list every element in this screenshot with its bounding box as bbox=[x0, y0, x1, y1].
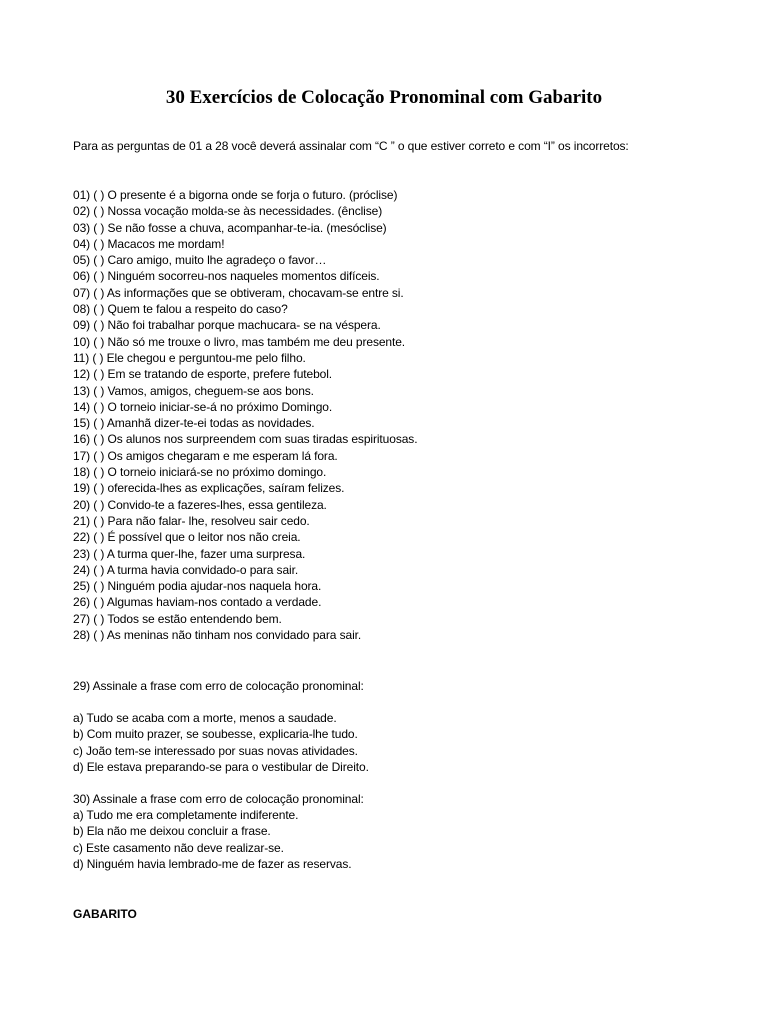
list-item: 11) ( ) Ele chegou e perguntou-me pelo filho. bbox=[73, 350, 306, 365]
list-item: 15) ( ) Amanhã dizer-te-ei todas as novidades. bbox=[73, 416, 315, 431]
list-item: 24) ( ) A turma havia convidado-o para sair. bbox=[73, 562, 299, 577]
list-item: a) Tudo me era completamente indiferente. bbox=[73, 808, 299, 822]
question-29: 29) Assinale a frase com erro de colocação pronominal: bbox=[73, 679, 364, 693]
list-item: 10) ( ) Não só me trouxe o livro, mas também me deu presente. bbox=[73, 334, 406, 349]
list-item: 14) ( ) O torneio iniciar-se-á no próximo Domingo. bbox=[73, 399, 333, 414]
list-item: d) Ninguém havia lembrado-me de fazer as reservas. bbox=[73, 856, 352, 871]
list-item: 02) ( ) Nossa vocação molda-se às necessidades. (ênclise) bbox=[73, 204, 383, 219]
list-item: 01) ( ) O presente é a bigorna onde se forja o futuro. (próclise) bbox=[73, 188, 398, 202]
list-item: 03) ( ) Se não fosse a chuva, acompanhar-te-ia. (mesóclise) bbox=[73, 220, 387, 235]
list-item: 12) ( ) Em se tratando de esporte, prefere futebol. bbox=[73, 367, 333, 382]
exercise-list bbox=[73, 187, 713, 643]
list-item: 26) ( ) Algumas haviam-nos contado a verdade. bbox=[73, 595, 322, 610]
list-item: 19) ( ) oferecida-lhes as explicações, saíram felizes. bbox=[73, 481, 345, 496]
list-item: d) Ele estava preparando-se para o vestibular de Direito. bbox=[73, 759, 369, 774]
list-item: 13) ( ) Vamos, amigos, cheguem-se aos bons. bbox=[73, 383, 314, 398]
list-item: c) João tem-se interessado por suas novas atividades. bbox=[73, 743, 358, 758]
list-item: 23) ( ) A turma quer-lhe, fazer uma surpresa. bbox=[73, 546, 306, 561]
list-item: 27) ( ) Todos se estão entendendo bem. bbox=[73, 611, 282, 626]
list-item: b) Ela não me deixou concluir a frase. bbox=[73, 824, 271, 839]
list-item: 16) ( ) Os alunos nos surpreendem com suas tiradas espirituosas. bbox=[73, 432, 418, 447]
question-29-options bbox=[73, 710, 713, 775]
list-item: 22) ( ) É possível que o leitor nos não creia. bbox=[73, 530, 301, 545]
list-item: 17) ( ) Os amigos chegaram e me esperam lá fora. bbox=[73, 448, 338, 463]
instructions-paragraph: Para as perguntas de 01 a 28 você deverá assinalar com “C ” o que estiver correto e com “I” os incorretos: bbox=[73, 139, 629, 153]
list-item: b) Com muito prazer, se soubesse, explicaria-lhe tudo. bbox=[73, 727, 358, 742]
list-item: 20) ( ) Convido-te a fazeres-lhes, essa gentileza. bbox=[73, 497, 327, 512]
page-title: 30 Exercícios de Colocação Pronominal com Gabarito bbox=[165, 87, 603, 108]
question-30: 30) Assinale a frase com erro de colocação pronominal: bbox=[73, 792, 364, 806]
question-30-options bbox=[73, 807, 713, 872]
list-item: 06) ( ) Ninguém socorreu-nos naqueles momentos difíceis. bbox=[73, 269, 380, 284]
list-item: 09) ( ) Não foi trabalhar porque machucara- se na véspera. bbox=[73, 318, 381, 333]
list-item: 18) ( ) O torneio iniciará-se no próximo domingo. bbox=[73, 465, 327, 480]
list-item: 21) ( ) Para não falar- lhe, resolveu sair cedo. bbox=[73, 513, 310, 528]
list-item: 08) ( ) Quem te falou a respeito do caso? bbox=[73, 302, 288, 317]
list-item: 04) ( ) Macacos me mordam! bbox=[73, 236, 225, 251]
list-item: 07) ( ) As informações que se obtiveram, chocavam-se entre si. bbox=[73, 285, 404, 300]
list-item: a) Tudo se acaba com a morte, menos a saudade. bbox=[73, 711, 337, 725]
list-item: 05) ( ) Caro amigo, muito lhe agradeço o favor… bbox=[73, 253, 327, 268]
list-item: 25) ( ) Ninguém podia ajudar-nos naquela hora. bbox=[73, 579, 322, 594]
list-item: c) Este casamento não deve realizar-se. bbox=[73, 840, 284, 855]
list-item: 28) ( ) As meninas não tinham nos convidado para sair. bbox=[73, 628, 362, 643]
gabarito-heading: GABARITO bbox=[73, 907, 137, 921]
